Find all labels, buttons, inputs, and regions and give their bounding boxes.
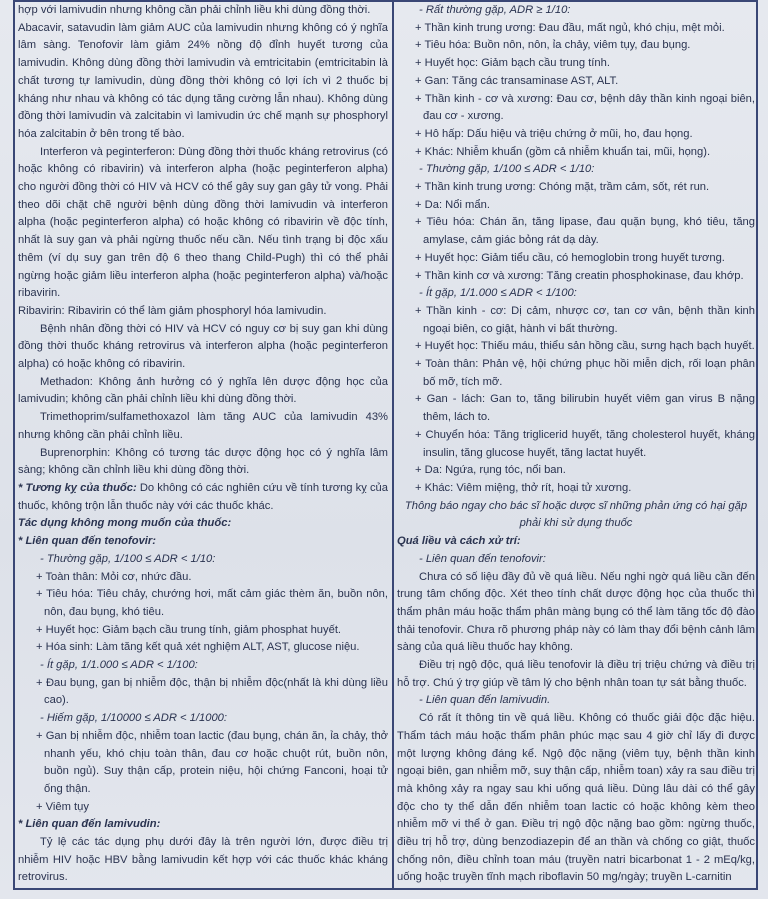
- right-paragraph: [397, 551, 755, 569]
- left-paragraph: [18, 2, 388, 20]
- paragraph-text: Do không có các nghiên cứu về tính tương kỵ của thuốc, không trộn lẫn thuốc này với các thuốc khác.: [18, 481, 388, 512]
- paragraph-text: + Huyết học: Thiếu máu, thiểu sản hồng cầu, sưng hạch bạch huyết.: [415, 340, 755, 353]
- right-paragraph: [397, 73, 755, 91]
- left-paragraph: [18, 816, 388, 834]
- left-paragraph: [18, 799, 388, 817]
- paragraph-text: - Hiếm gặp, 1/10000 ≤ ADR < 1/1000:: [40, 712, 228, 725]
- paragraph-text: + Gan: Tăng các transaminase AST, ALT.: [415, 74, 619, 87]
- right-paragraph: [397, 356, 755, 391]
- paragraph-text: Bệnh nhân đồng thời có HIV và HCV có nguy cơ bị suy gan khi dùng đồng thời thuốc kháng retrovirus và interferon alpha (hoặc peginterferon alpha) có hoặc không có ribavirin.: [18, 322, 388, 371]
- paragraph-text: Chưa có số liệu đầy đủ về quá liều. Nếu nghi ngờ quá liều cần đến trung tâm chống độc. Xét theo tính chất dược động học của thuốc thì thẩm phân máu hoặc thẩm phân màng bụng có thể làm tăng tốc độ đào thải tenofovir. Chưa rõ phương pháp này có làm thay đổi bệnh cảnh lâm sàng của quá liều thuốc hay không.: [397, 570, 755, 654]
- right-paragraph: [397, 692, 755, 710]
- paragraph-text: - Rất thường gặp, ADR ≥ 1/10:: [419, 4, 571, 16]
- left-paragraph: [18, 657, 388, 675]
- right-paragraph: [397, 126, 755, 144]
- left-paragraph: [18, 728, 388, 799]
- left-paragraph: [18, 409, 388, 444]
- right-paragraph: [397, 250, 755, 268]
- paragraph-text: Điều trị ngộ độc, quá liều tenofovir là điều trị triệu chứng và điều trị hỗ trợ. Chú ý trợ giúp về tâm lý cho bệnh nhân toan tự sát bằng thuốc.: [397, 659, 755, 689]
- paragraph-text: Quá liều và cách xử trí:: [397, 535, 521, 548]
- right-paragraph: [397, 710, 755, 887]
- left-paragraph: [18, 569, 388, 587]
- left-paragraph: [18, 374, 388, 409]
- paragraph-text: + Tiêu hóa: Chán ăn, tăng lipase, đau quặn bụng, khó tiêu, tăng amylase, cảm giác bỏng rát dạ dày.: [415, 216, 755, 247]
- paragraph-text: + Thần kinh cơ và xương: Tăng creatin phosphokinase, đau khớp.: [415, 269, 744, 282]
- left-column: [18, 2, 388, 887]
- right-paragraph: [397, 498, 755, 533]
- paragraph-text: + Thần kinh trung ương: Chóng mặt, trầm cảm, sốt, rét run.: [415, 181, 710, 194]
- right-paragraph: [397, 197, 755, 215]
- left-paragraph: [18, 144, 388, 303]
- paragraph-text: + Huyết học: Giảm bạch cầu trung tính.: [415, 57, 610, 70]
- right-column: [397, 2, 755, 887]
- left-paragraph: [18, 675, 388, 710]
- right-paragraph: [397, 338, 755, 356]
- paragraph-text: + Chuyển hóa: Tăng triglicerid huyết, tăng cholesterol huyết, kháng insulin, tăng glucose huyết, tăng lactat huyết.: [415, 428, 755, 459]
- paragraph-text: Trimethoprim/sulfamethoxazol làm tăng AUC của lamivudin 43% nhưng không cần phải chỉnh liều.: [18, 411, 388, 441]
- paragraph-text: Abacavir, satavudin làm giảm AUC của lamivudin nhưng không có ý nghĩa lâm sàng. Tenofovir làm giảm 24% nồng độ đỉnh huyết tương của lamivudin. Không dùng đồng thời lamivudin và emtricitabin (emtricitabin là chất tương tự lamivudin, dùng đồng thời không có lợi ích vì 2 thuốc bị kháng như nhau và không có tác dụng tăng cường lẫn nhau). Không dùng đồng thời lamivudin và zalcitabin vì lamivudin ức chế mạnh sự phosphoryl hóa zalcitabin ở bên trong tế bào.: [18, 21, 388, 140]
- paragraph-text: Thông báo ngay cho bác sĩ hoặc dược sĩ những phản ứng có hại gặp phải khi sử dụng thuốc: [404, 499, 748, 530]
- right-paragraph: [397, 303, 755, 338]
- paragraph-text: + Toàn thân: Mỏi cơ, nhức đầu.: [36, 570, 192, 583]
- right-paragraph: [397, 161, 755, 179]
- paragraph-text: * Liên quan đến lamivudin:: [18, 818, 161, 831]
- paragraph-text: Ribavirin: Ribavirin có thể làm giảm phosphoryl hóa lamivudin.: [18, 304, 327, 317]
- paragraph-text: + Tiêu hóa: Buồn nôn, nôn, ỉa chảy, viêm tụy, đau bụng.: [415, 39, 691, 52]
- left-paragraph: [18, 551, 388, 569]
- paragraph-text: + Hóa sinh: Làm tăng kết quả xét nghiệm ALT, AST, glucose niệu.: [36, 641, 360, 654]
- right-paragraph: [397, 657, 755, 692]
- paragraph-text: Tác dụng không mong muốn của thuốc:: [18, 517, 232, 530]
- right-paragraph: [397, 569, 755, 658]
- paragraph-text: + Gan bị nhiễm độc, nhiễm toan lactic (đau bụng, chán ăn, ỉa chảy, thở nhanh yếu, khó chịu toàn thân, đau cơ hoặc chuột rút, buồn nôn, buồn ngủ). Suy thận cấp, protein niệu, hội chứng Fanconi, hoại tử ống thận.: [36, 729, 388, 795]
- paragraph-text: Tỷ lệ các tác dụng phụ dưới đây là trên người lớn, được điều trị nhiễm HIV hoặc HBV bằng lamivudin kết hợp với các thuốc khác kháng retrovirus.: [18, 836, 388, 884]
- paragraph-text: + Hô hấp: Dấu hiệu và triệu chứng ở mũi, ho, đau họng.: [415, 127, 693, 140]
- paragraph-text: + Thần kinh trung ương: Đau đầu, mất ngủ, khó chịu, mệt mỏi.: [415, 21, 725, 34]
- paragraph-text: + Thần kinh - cơ và xương: Đau cơ, bệnh dây thần kinh ngoại biên, đau cơ - xương.: [415, 92, 755, 123]
- right-paragraph: [397, 285, 755, 303]
- left-paragraph: [18, 20, 388, 144]
- left-paragraph: [18, 480, 388, 515]
- left-paragraph: [18, 515, 388, 533]
- left-paragraph: [18, 639, 388, 657]
- right-paragraph: [397, 268, 755, 286]
- paragraph-text: - Ít gặp, 1/1.000 ≤ ADR < 1/100:: [419, 287, 577, 300]
- right-paragraph: [397, 214, 755, 249]
- paragraph-text: + Đau bụng, gan bị nhiễm độc, thận bị nhiễm độc(nhất là khi dùng liều cao).: [36, 676, 388, 707]
- paragraph-text: + Thần kinh - cơ: Dị cảm, nhược cơ, tan cơ vân, bệnh thần kinh ngoại biên, co giật, hành vi bất thường.: [415, 304, 755, 335]
- paragraph-text: - Thường gặp, 1/100 ≤ ADR < 1/10:: [40, 552, 216, 565]
- paragraph-text: + Khác: Nhiễm khuẩn (gồm cả nhiễm khuẩn tai, mũi, họng).: [415, 145, 711, 158]
- paragraph-text: - Thường gặp, 1/100 ≤ ADR < 1/10:: [419, 163, 595, 176]
- left-paragraph: [18, 622, 388, 640]
- left-paragraph: [18, 303, 388, 321]
- column-divider: [392, 0, 394, 890]
- left-paragraph: [18, 834, 388, 887]
- left-paragraph: [18, 321, 388, 374]
- paragraph-text: + Toàn thân: Phản vệ, hội chứng phục hồi miễn dịch, rối loạn phân bố mỡ, tích mỡ.: [415, 358, 755, 388]
- paragraph-text: + Huyết học: Giảm tiểu cầu, có hemoglobin trong huyết tương.: [415, 251, 725, 264]
- right-paragraph: [397, 427, 755, 462]
- paragraph-text: + Khác: Viêm miệng, thở rít, hoại tử xương.: [415, 481, 632, 494]
- left-paragraph: [18, 586, 388, 621]
- section-lead: * Tương kỵ của thuốc:: [18, 481, 137, 494]
- right-paragraph: [397, 91, 755, 126]
- right-paragraph: [397, 391, 755, 426]
- right-paragraph: [397, 20, 755, 38]
- right-paragraph: [397, 2, 755, 20]
- right-paragraph: [397, 37, 755, 55]
- right-paragraph: [397, 144, 755, 162]
- paragraph-text: Interferon và peginterferon: Dùng đồng thời thuốc kháng retrovirus (có hoặc không có ribavirin) và interferon alpha (hoặc peginterferon alpha) cho người đồng thời có HIV và HCV có thể gây suy gan gây tử vong. Phải theo dõi chặt chẽ người bệnh dùng đồng thời lamivudin và interferon alpha (hoặc peginterferon alpha) có hoặc không có ribavirin về độc tính, nhất là suy gan và phải ngừng thuốc nếu cần. Nếu tình trạng bị độc xấu thêm (ví dụ suy gan trên độ 6 theo thang Child-Pugh) thì có thể phải ngừng hoặc giảm liều interferon alpha (hoặc peginterferon alpha) và/hoặc ribavirin.: [18, 145, 388, 300]
- right-paragraph: [397, 533, 755, 551]
- right-paragraph: [397, 179, 755, 197]
- left-paragraph: [18, 445, 388, 480]
- paragraph-text: Methadon: Không ảnh hưởng có ý nghĩa lên dược động học của lamivudin; không cần phải chỉnh liều khi dùng đồng thời.: [18, 375, 388, 406]
- paragraph-text: - Ít gặp, 1/1.000 ≤ ADR < 1/100:: [40, 659, 198, 672]
- right-paragraph: [397, 55, 755, 73]
- paragraph-text: + Da: Nổi mẩn.: [415, 198, 490, 211]
- paragraph-text: Buprenorphin: Không có tương tác dược động học có ý nghĩa lâm sàng; không cần chỉnh liều khi dùng đồng thời.: [18, 446, 388, 477]
- paragraph-text: + Gan - lách: Gan to, tăng bilirubin huyết viêm gan virus B nặng thêm, lách to.: [415, 393, 755, 424]
- paragraph-text: - Liên quan đến tenofovir:: [419, 552, 546, 565]
- right-paragraph: [397, 480, 755, 498]
- left-paragraph: [18, 710, 388, 728]
- paragraph-text: + Huyết học: Giảm bạch cầu trung tính, giảm phosphat huyết.: [36, 623, 342, 636]
- left-paragraph: [18, 533, 388, 551]
- paragraph-text: * Liên quan đến tenofovir:: [18, 535, 156, 548]
- paragraph-text: + Viêm tụy: [36, 800, 89, 813]
- paragraph-text: Có rất ít thông tin về quá liều. Không có thuốc giải độc đặc hiệu. Thẩm tách máu hoặc thẩm phân phúc mạc sau 4 giờ chỉ lấy đi được một lượng không đáng kể. Ngộ độc nặng (viêm tụy, bệnh thần kinh ngoại biên, gan nhiễm mỡ, suy thận cấp, nhiễm toan) xảy ra sau điều trị mà không xảy ra ngay sau khi uống quá liều. Dùng lâu dài có thể gây độc cho ty thể dẫn đến nhiễm toan lactic có hoặc không kèm theo nhiễm mỡ vi thể ở gan. Điều trị ngộ độc nặng bao gồm: ngừng thuốc, điều trị hỗ trợ, dùng benzodiazepin để an thần và chống co giật, thuốc chống nôn, điều chỉnh toan máu (truyền natri bicarbonat 1 - 2 mEq/kg, uống hoặc truyền tĩnh mạch riboflavin 50 mg/ngày; truyền L-carnitin: [397, 712, 755, 884]
- paragraph-text: + Da: Ngứa, rụng tóc, nổi ban.: [415, 464, 566, 477]
- paragraph-text: - Liên quan đến lamivudin.: [419, 694, 551, 707]
- right-paragraph: [397, 462, 755, 480]
- paragraph-text: hợp với lamivudin nhưng không cần phải chỉnh liều khi dùng đồng thời.: [18, 4, 371, 16]
- paragraph-text: + Tiêu hóa: Tiêu chảy, chướng hơi, mất cảm giác thèm ăn, buồn nôn, nôn, đau bụng, khó tiêu.: [36, 588, 388, 618]
